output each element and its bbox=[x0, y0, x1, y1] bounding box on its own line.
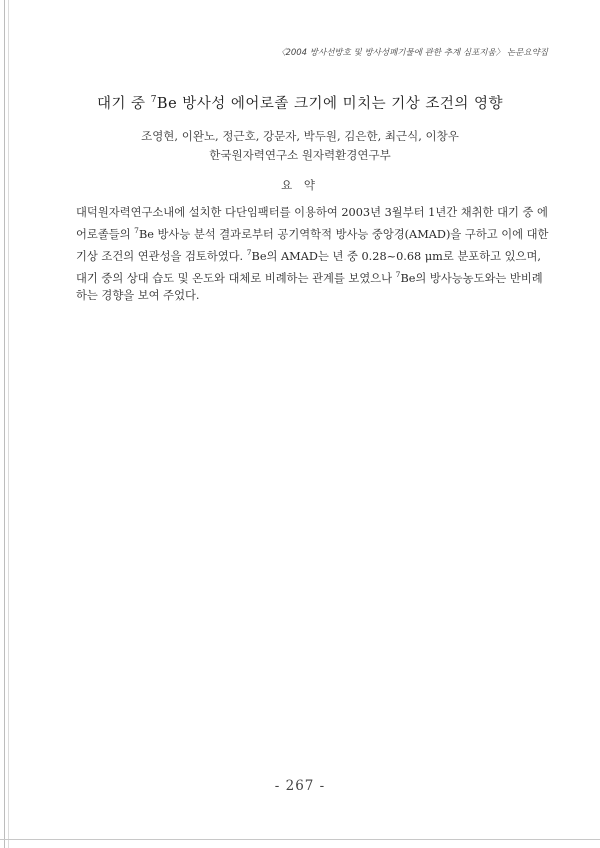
superscript: 7 bbox=[246, 247, 252, 257]
abstract-line bbox=[76, 287, 536, 305]
abstract-text: 대덕원자력연구소내에 설치한 다단임팩터를 이용하여 2003년 3월부터 1년간 채취한 대기 중 에 bbox=[76, 206, 548, 219]
abstract-text: Be의 AMAD는 년 중 0.28~0.68 μm로 분포하고 있으며, bbox=[251, 249, 541, 263]
running-header: 〈2004 방사선방호 및 방사성폐기물에 관한 추계 심포지움〉 논문요약집 bbox=[276, 48, 548, 58]
abstract-heading: 요 약 bbox=[281, 178, 319, 192]
paper-title bbox=[0, 92, 600, 113]
title-superscript: 7 bbox=[150, 95, 157, 106]
abstract-text: 기상 조건의 연관성을 검토하였다. bbox=[76, 249, 247, 263]
abstract-text: 하는 경향을 보여 주었다. bbox=[76, 289, 200, 303]
scan-edge-line bbox=[0, 839, 600, 840]
abstract-text: Be의 방사능농도와는 반비례 bbox=[400, 271, 543, 285]
title-text-pre: 대기 중 bbox=[96, 96, 151, 112]
abstract-line bbox=[76, 244, 541, 266]
abstract-line bbox=[76, 222, 549, 244]
author-list: 조영현, 이완노, 정근호, 강문자, 박두원, 김은한, 최근식, 이창우 bbox=[141, 129, 459, 143]
abstract-text: Be 방사능 분석 결과로부터 공기역학적 방사능 중앙경(AMAD)을 구하고 이에 대한 bbox=[138, 227, 549, 241]
page-number: - 267 - bbox=[274, 778, 326, 794]
abstract-text: 대기 중의 상대 습도 및 온도와 대체로 비례하는 관계를 보였으나 bbox=[76, 271, 396, 285]
affiliation: 한국원자력연구소 원자력환경연구부 bbox=[209, 148, 391, 162]
abstract-text: 어로졸들의 bbox=[76, 227, 135, 241]
title-text-post: Be 방사성 에어로졸 크기에 미치는 기상 조건의 영향 bbox=[156, 96, 504, 112]
superscript: 7 bbox=[134, 226, 139, 235]
abstract-body bbox=[76, 204, 549, 305]
abstract-line bbox=[76, 204, 548, 222]
abstract-line bbox=[76, 266, 543, 288]
superscript: 7 bbox=[395, 269, 401, 279]
